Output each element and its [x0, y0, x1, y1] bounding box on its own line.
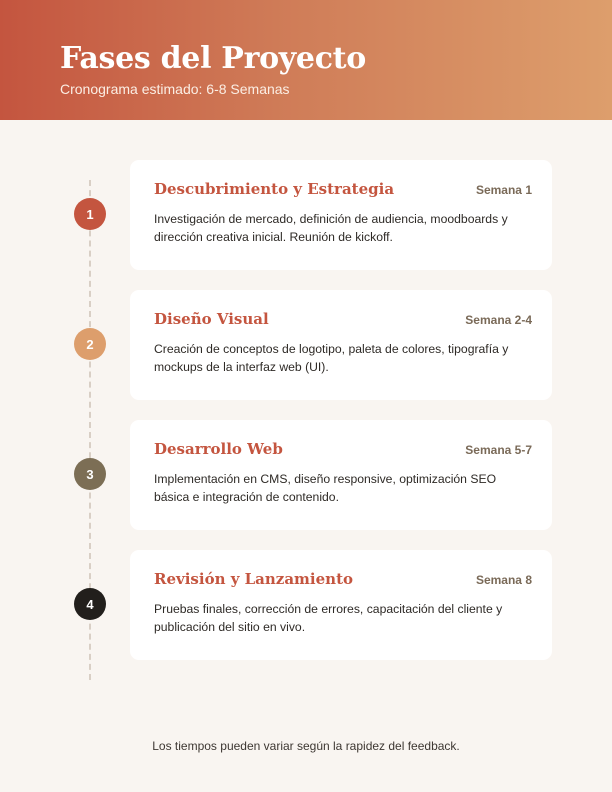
phase-1-description: Investigación de mercado, definición de audiencia, moodboards y dirección creativa inicial. Reunión de kickoff.	[154, 212, 508, 244]
phase-card-4	[130, 550, 552, 660]
phase-2-week: Semana 2-4	[465, 313, 532, 327]
phase-card-1	[130, 160, 552, 270]
phase-1-marker	[74, 198, 106, 230]
phase-4-title: Revisión y Lanzamiento	[154, 570, 353, 588]
page-header	[0, 0, 612, 120]
phase-2-title: Diseño Visual	[154, 310, 269, 328]
phase-3-title: Desarrollo Web	[154, 440, 283, 458]
phase-4-marker	[74, 588, 106, 620]
phase-3-marker	[74, 458, 106, 490]
phase-4-number: 4	[86, 596, 94, 612]
footer-note: Los tiempos pueden variar según la rapidez del feedback.	[152, 739, 460, 753]
page-subtitle: Cronograma estimado: 6-8 Semanas	[60, 81, 290, 97]
phase-1-number: 1	[86, 206, 94, 222]
phase-card-2	[130, 290, 552, 400]
phase-card-3	[130, 420, 552, 530]
phase-3-number: 3	[86, 466, 94, 482]
phase-4-week: Semana 8	[475, 573, 532, 587]
phase-2-description: Creación de conceptos de logotipo, paleta de colores, tipografía y mockups de la interfaz web (UI).	[154, 342, 509, 374]
phase-3-description: Implementación en CMS, diseño responsive, optimización SEO básica e integración de contenido.	[154, 472, 497, 504]
phase-3-week: Semana 5-7	[465, 443, 532, 457]
phase-2-number: 2	[86, 336, 94, 352]
page-title: Fases del Proyecto	[60, 41, 366, 76]
phase-1-week: Semana 1	[475, 183, 532, 197]
phase-2-marker	[74, 328, 106, 360]
phase-4-description: Pruebas finales, corrección de errores, capacitación del cliente y publicación del sitio en vivo.	[154, 602, 503, 634]
phase-1-title: Descubrimiento y Estrategia	[154, 180, 395, 198]
